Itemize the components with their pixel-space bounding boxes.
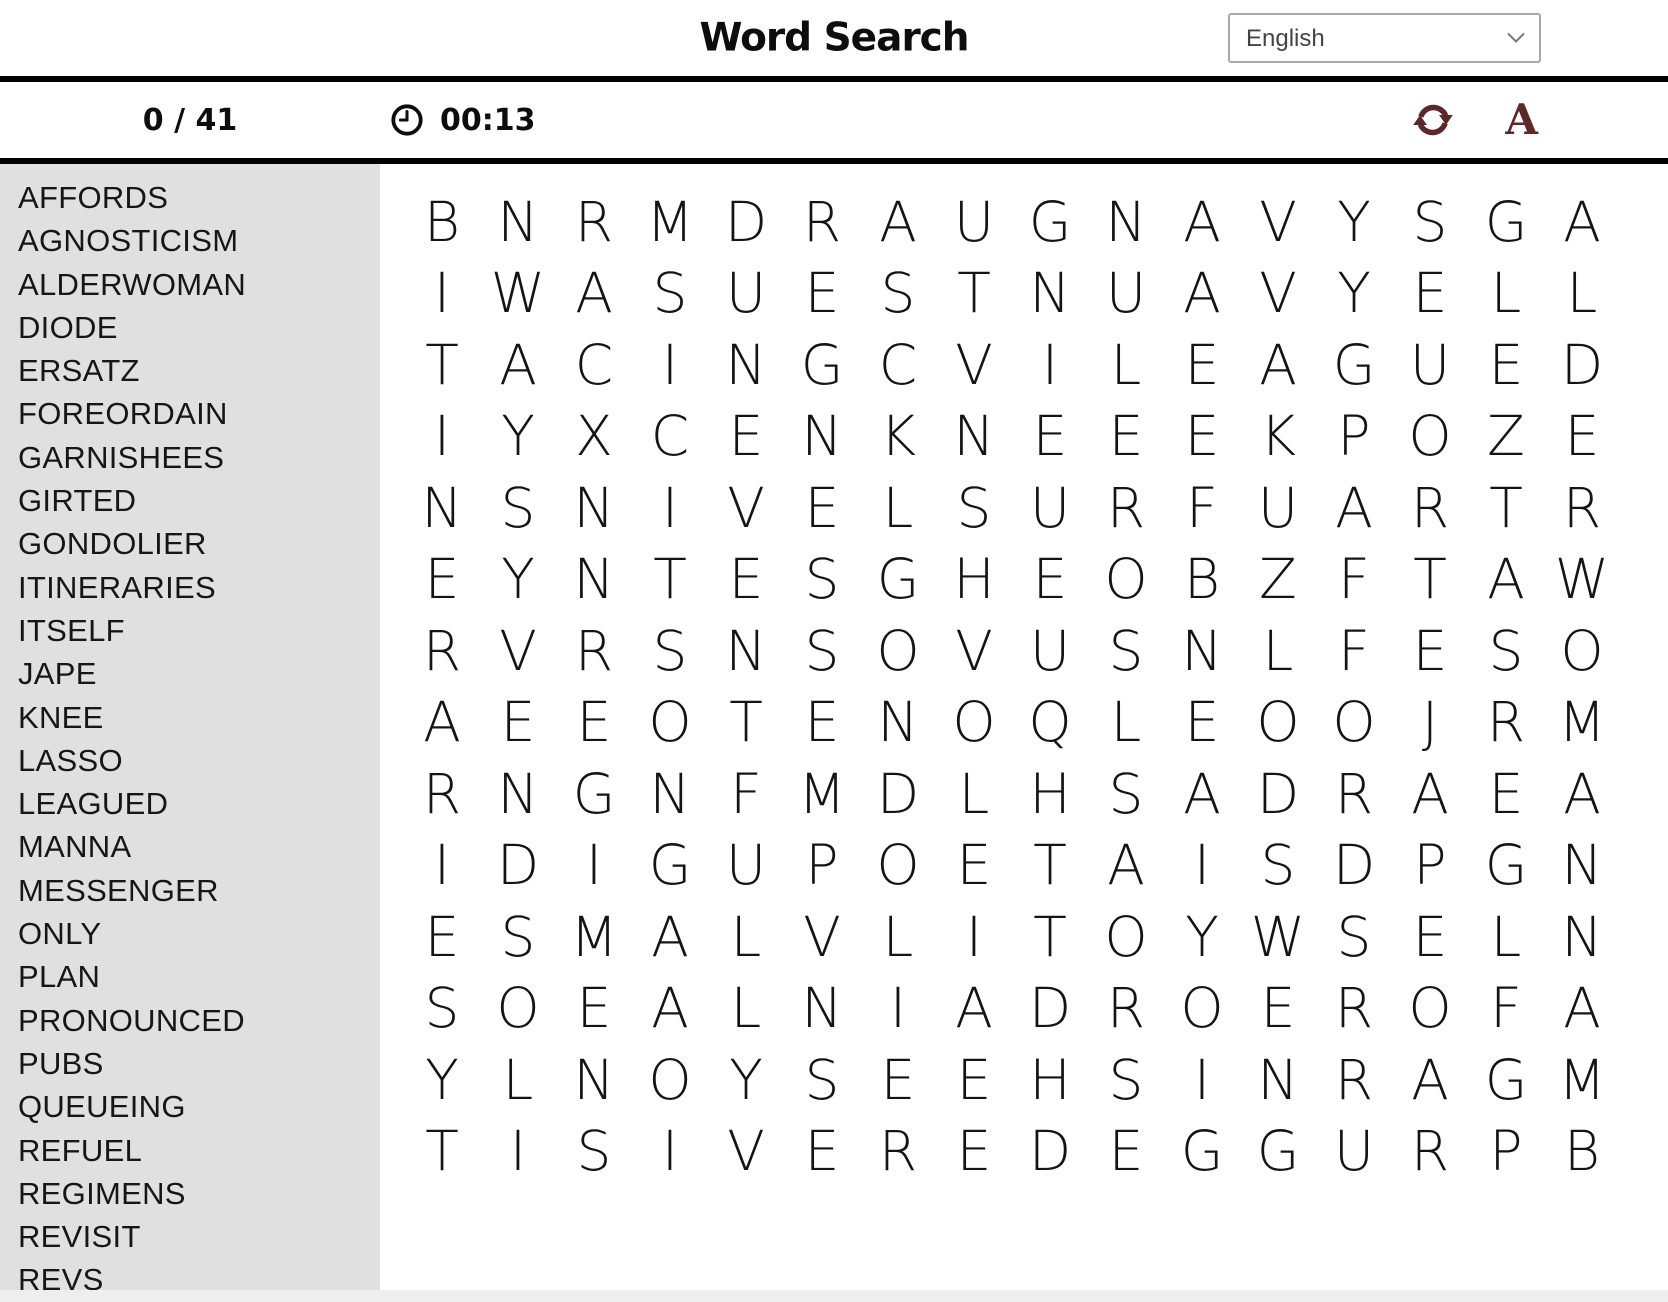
grid-cell[interactable]: R — [802, 189, 842, 254]
grid-cell[interactable]: S — [1260, 833, 1296, 898]
word-list-item: ERSATZ — [18, 353, 140, 389]
grid-cell[interactable]: E — [804, 690, 840, 755]
grid-cell[interactable]: R — [1334, 761, 1374, 826]
grid-cell[interactable]: E — [804, 475, 840, 540]
grid-cell[interactable]: D — [1256, 761, 1300, 826]
word-list-item: QUEUEING — [18, 1089, 186, 1125]
word-list-item: FOREORDAIN — [18, 396, 228, 432]
grid-cell[interactable]: F — [730, 761, 762, 826]
grid-cell[interactable]: N — [573, 547, 615, 612]
word-list-item: REFUEL — [18, 1132, 143, 1168]
grid-cell[interactable]: N — [573, 475, 615, 540]
grid-cell[interactable]: Y — [729, 1047, 763, 1112]
grid-cell[interactable]: I — [1041, 332, 1059, 397]
grid-cell[interactable]: R — [1562, 475, 1602, 540]
grid-cell[interactable]: N — [1029, 261, 1071, 326]
grid-cell[interactable]: E — [1412, 618, 1448, 683]
grid-cell[interactable]: Y — [425, 1047, 459, 1112]
grid-cell[interactable]: N — [649, 761, 691, 826]
grid-cell[interactable]: V — [499, 618, 537, 683]
grid-cell[interactable]: A — [1335, 475, 1373, 540]
grid-cell[interactable]: V — [1259, 189, 1297, 254]
grid-cell[interactable]: O — [1180, 976, 1224, 1041]
grid-cell[interactable]: G — [1332, 332, 1376, 397]
word-list-item: MESSENGER — [18, 872, 219, 908]
grid-cell[interactable]: B — [423, 189, 460, 254]
grid-cell[interactable]: Y — [501, 547, 535, 612]
grid-cell[interactable]: Q — [1028, 690, 1072, 755]
grid-cell[interactable]: A — [1183, 761, 1221, 826]
grid-cell[interactable]: V — [955, 618, 993, 683]
grid-cell[interactable]: I — [509, 1119, 527, 1184]
grid-cell[interactable]: G — [1180, 1119, 1224, 1184]
grid-cell[interactable]: F — [1338, 618, 1370, 683]
grid-cell[interactable]: F — [1338, 547, 1370, 612]
grid-cell[interactable]: S — [652, 618, 688, 683]
letter-grid — [404, 186, 1620, 1187]
grid-cell[interactable]: H — [1029, 761, 1071, 826]
grid-cell[interactable]: R — [1410, 475, 1450, 540]
word-list-item: GONDOLIER — [18, 526, 207, 562]
grid-cell[interactable]: G — [800, 332, 844, 397]
content — [0, 164, 1668, 1290]
word-list-item: JAPE — [18, 656, 97, 692]
grid-cell[interactable]: V — [1259, 261, 1297, 326]
grid-cell[interactable]: X — [575, 404, 613, 469]
found-counter: 0 / 41 — [142, 102, 238, 138]
grid-cell[interactable]: S — [576, 1119, 612, 1184]
grid-cell[interactable]: J — [1421, 690, 1439, 755]
grid-cell[interactable]: I — [889, 976, 907, 1041]
grid-cell[interactable]: L — [1566, 261, 1598, 326]
header — [0, 0, 1668, 76]
grid-cell[interactable]: T — [1413, 547, 1447, 612]
grid-cell[interactable]: N — [1561, 904, 1603, 969]
grid-cell[interactable]: N — [1561, 833, 1603, 898]
grid-cell[interactable]: A — [575, 261, 613, 326]
word-list-item: GARNISHEES — [18, 439, 225, 475]
timer-value: 00:13 — [440, 102, 536, 138]
grid-cell[interactable]: F — [1490, 976, 1522, 1041]
grid-cell[interactable]: U — [1105, 261, 1147, 326]
grid-cell[interactable]: Z — [1487, 404, 1525, 469]
grid-cell[interactable]: H — [1029, 1047, 1071, 1112]
grid-cell[interactable]: G — [1484, 833, 1528, 898]
grid-cell[interactable]: O — [1560, 618, 1604, 683]
grid-cell[interactable]: K — [1259, 404, 1297, 469]
grid-cell[interactable]: K — [879, 404, 917, 469]
page-title: Word Search — [699, 15, 969, 61]
grid-cell[interactable]: A — [1107, 833, 1145, 898]
grid-cell[interactable]: S — [804, 618, 840, 683]
word-list-item: AGNOSTICISM — [18, 223, 239, 259]
timer — [390, 82, 536, 158]
grid-cell[interactable]: U — [1257, 475, 1299, 540]
grid-cell[interactable]: U — [725, 261, 767, 326]
grid-cell[interactable]: R — [1106, 976, 1146, 1041]
grid-cell[interactable]: D — [1560, 332, 1604, 397]
grid-cell[interactable]: V — [727, 1119, 765, 1184]
grid-cell[interactable]: T — [425, 1119, 459, 1184]
grid-cell[interactable]: A — [1563, 976, 1601, 1041]
grid-cell[interactable]: I — [585, 833, 603, 898]
letter-a-icon: A — [1505, 95, 1538, 144]
grid-cell[interactable]: N — [801, 404, 843, 469]
grid-cell[interactable]: P — [805, 833, 839, 898]
grid-cell[interactable]: S — [500, 904, 536, 969]
grid-cell[interactable]: W — [1554, 547, 1610, 612]
grid-cell[interactable]: C — [650, 404, 690, 469]
grid-cell[interactable]: Z — [1259, 547, 1297, 612]
grid-cell[interactable]: U — [1029, 618, 1071, 683]
grid-cell[interactable]: S — [1108, 618, 1144, 683]
grid-cell[interactable]: A — [1183, 261, 1221, 326]
grid-pane — [380, 164, 1668, 1290]
grid-cell[interactable]: I — [433, 261, 451, 326]
grid-cell[interactable]: D — [1028, 976, 1072, 1041]
grid-cell[interactable]: Y — [501, 404, 535, 469]
grid-cell[interactable]: Y — [1337, 189, 1371, 254]
grid-cell[interactable]: O — [1408, 404, 1452, 469]
grid-cell[interactable]: N — [1181, 618, 1223, 683]
grid-cell[interactable]: N — [725, 618, 767, 683]
grid-cell[interactable]: R — [422, 618, 462, 683]
grid-cell[interactable]: U — [953, 189, 995, 254]
grid-cell[interactable]: E — [1412, 904, 1448, 969]
word-list-item: GIRTED — [18, 483, 137, 519]
grid-cell[interactable]: C — [574, 332, 614, 397]
grid-cell[interactable]: V — [803, 904, 841, 969]
grid-cell[interactable]: M — [1558, 690, 1606, 755]
grid-cell[interactable]: R — [1334, 1047, 1374, 1112]
grid-cell[interactable]: N — [573, 1047, 615, 1112]
grid-cell[interactable]: H — [953, 547, 995, 612]
grid-cell[interactable]: R — [1410, 1119, 1450, 1184]
grid-cell[interactable]: E — [728, 404, 764, 469]
grid-cell[interactable]: D — [496, 833, 540, 898]
word-list-item: ONLY — [18, 916, 102, 952]
grid-cell[interactable]: S — [424, 976, 460, 1041]
grid-cell[interactable]: L — [882, 904, 914, 969]
grid-cell[interactable]: L — [502, 1047, 534, 1112]
word-list-item: DIODE — [18, 309, 118, 345]
grid-cell[interactable]: O — [496, 976, 540, 1041]
grid-cell[interactable]: A — [1259, 332, 1297, 397]
grid-cell[interactable]: E — [1412, 261, 1448, 326]
grid-cell[interactable]: A — [955, 976, 993, 1041]
grid-cell[interactable]: E — [1032, 547, 1068, 612]
grid-cell[interactable]: E — [1108, 1119, 1144, 1184]
grid-cell[interactable]: L — [730, 976, 762, 1041]
grid-cell[interactable]: N — [497, 189, 539, 254]
grid-cell[interactable]: A — [1563, 761, 1601, 826]
grid-cell[interactable]: S — [1488, 618, 1524, 683]
refresh-button[interactable] — [1411, 98, 1455, 142]
word-list-item: LASSO — [18, 742, 123, 778]
word-list-item: REGIMENS — [18, 1175, 186, 1211]
grid-cell[interactable]: O — [648, 1047, 692, 1112]
grid-cell[interactable]: L — [882, 475, 914, 540]
grid-cell[interactable]: T — [1033, 833, 1067, 898]
grid-cell[interactable]: L — [730, 904, 762, 969]
grid-cell[interactable]: S — [1108, 1047, 1144, 1112]
grid-cell[interactable]: T — [729, 690, 763, 755]
grid-cell[interactable]: I — [1193, 833, 1211, 898]
word-list-item: AFFORDS — [18, 180, 169, 215]
grid-cell[interactable]: S — [652, 261, 688, 326]
grid-cell[interactable]: T — [957, 261, 991, 326]
grid-cell[interactable]: S — [1108, 761, 1144, 826]
grid-cell[interactable]: A — [1563, 189, 1601, 254]
grid-cell[interactable]: G — [1484, 1047, 1528, 1112]
grid-cell[interactable]: S — [956, 475, 992, 540]
grid-cell[interactable]: N — [1105, 189, 1147, 254]
grid-cell[interactable]: E — [956, 1047, 992, 1112]
page-bottom-strip — [0, 1290, 1668, 1302]
grid-cell[interactable]: E — [804, 261, 840, 326]
grid-cell[interactable]: E — [1032, 404, 1068, 469]
grid-cell[interactable]: D — [1028, 1119, 1072, 1184]
grid-cell[interactable]: N — [1257, 1047, 1299, 1112]
grid-cell[interactable]: L — [1490, 261, 1522, 326]
grid-cell[interactable]: N — [725, 332, 767, 397]
word-list-item: MANNA — [18, 829, 132, 865]
grid-cell[interactable]: G — [1256, 1119, 1300, 1184]
grid-cell[interactable]: U — [725, 833, 767, 898]
grid-cell[interactable]: D — [1332, 833, 1376, 898]
word-list-item: REVS — [18, 1262, 104, 1290]
grid-cell[interactable]: E — [880, 1047, 916, 1112]
grid-cell[interactable]: O — [1256, 690, 1300, 755]
grid-cell[interactable]: O — [876, 618, 920, 683]
grid-cell[interactable]: S — [804, 547, 840, 612]
refresh-icon — [1411, 98, 1455, 142]
grid-cell[interactable]: B — [1183, 547, 1220, 612]
grid-cell[interactable]: L — [1110, 690, 1142, 755]
grid-cell[interactable]: E — [576, 690, 612, 755]
grid-cell[interactable]: I — [661, 1119, 679, 1184]
grid-cell[interactable]: A — [879, 189, 917, 254]
grid-cell[interactable]: P — [1413, 833, 1447, 898]
grid-cell[interactable]: U — [1029, 475, 1071, 540]
grid-cell[interactable]: N — [953, 404, 995, 469]
grid-cell[interactable]: E — [728, 547, 764, 612]
grid-cell[interactable]: I — [661, 332, 679, 397]
grid-cell[interactable]: P — [1337, 404, 1371, 469]
grid-cell[interactable]: E — [1184, 404, 1220, 469]
grid-cell[interactable]: R — [574, 189, 614, 254]
word-list-item: LEAGUED — [18, 786, 169, 822]
word-list-item: ITSELF — [18, 612, 125, 648]
grid-cell[interactable]: D — [724, 189, 768, 254]
grid-cell[interactable]: T — [425, 332, 459, 397]
grid-cell[interactable]: E — [1488, 761, 1524, 826]
language-selector-wrap — [1228, 13, 1541, 63]
grid-cell[interactable]: E — [1184, 332, 1220, 397]
word-list-item: REVISIT — [18, 1219, 141, 1255]
grid-cell[interactable]: N — [801, 976, 843, 1041]
grid-cell[interactable]: E — [956, 1119, 992, 1184]
grid-cell[interactable]: E — [424, 547, 460, 612]
grid-cell[interactable]: I — [965, 904, 983, 969]
grid-cell[interactable]: V — [727, 475, 765, 540]
grid-cell[interactable]: G — [1028, 189, 1072, 254]
grid-cell[interactable]: E — [804, 1119, 840, 1184]
grid-cell[interactable]: O — [648, 690, 692, 755]
grid-cell[interactable]: I — [433, 833, 451, 898]
grid-cell[interactable]: P — [1489, 1119, 1523, 1184]
grid-cell[interactable]: M — [1558, 1047, 1606, 1112]
font-size-button[interactable] — [1505, 95, 1538, 144]
grid-cell[interactable]: B — [1563, 1119, 1600, 1184]
grid-cell[interactable]: E — [500, 690, 536, 755]
grid-cell[interactable]: A — [651, 904, 689, 969]
grid-cell[interactable]: N — [421, 475, 463, 540]
grid-cell[interactable]: W — [1250, 904, 1306, 969]
grid-cell[interactable]: O — [876, 833, 920, 898]
grid-cell[interactable]: E — [1488, 332, 1524, 397]
word-list-item: PRONOUNCED — [18, 1002, 245, 1038]
word-list-item: KNEE — [18, 699, 104, 735]
grid-cell[interactable]: L — [1262, 618, 1294, 683]
grid-cell[interactable]: R — [1334, 976, 1374, 1041]
grid-cell[interactable]: R — [1486, 690, 1526, 755]
grid-cell[interactable]: M — [646, 189, 694, 254]
grid-cell[interactable]: U — [1409, 332, 1451, 397]
grid-cell[interactable]: T — [653, 547, 687, 612]
grid-cell[interactable]: O — [1104, 904, 1148, 969]
grid-cell[interactable]: E — [1184, 690, 1220, 755]
word-list — [0, 164, 380, 1290]
grid-cell[interactable]: T — [1033, 904, 1067, 969]
grid-cell[interactable]: E — [1108, 404, 1144, 469]
grid-cell[interactable]: E — [576, 976, 612, 1041]
grid-cell[interactable]: G — [572, 761, 616, 826]
grid-cell[interactable]: A — [1411, 761, 1449, 826]
grid-cell[interactable]: T — [1489, 475, 1523, 540]
grid-cell[interactable]: G — [876, 547, 920, 612]
grid-cell[interactable]: S — [500, 475, 536, 540]
grid-cell[interactable]: E — [424, 904, 460, 969]
grid-cell[interactable]: S — [880, 261, 916, 326]
grid-cell[interactable]: N — [877, 690, 919, 755]
grid-cell[interactable]: N — [497, 761, 539, 826]
grid-cell[interactable]: A — [1183, 189, 1221, 254]
grid-cell[interactable]: A — [423, 690, 461, 755]
toolbar — [0, 82, 1668, 158]
grid-cell[interactable]: D — [876, 761, 920, 826]
toolbar-actions — [1411, 82, 1538, 158]
grid-cell[interactable]: S — [804, 1047, 840, 1112]
grid-cell[interactable]: S — [1336, 904, 1372, 969]
grid-cell[interactable]: O — [952, 690, 996, 755]
grid-cell[interactable]: W — [490, 261, 546, 326]
word-list-item: ITINERARIES — [18, 569, 216, 605]
grid-cell[interactable]: E — [1260, 976, 1296, 1041]
grid-cell[interactable]: R — [1106, 475, 1146, 540]
grid-cell[interactable]: A — [1487, 547, 1525, 612]
grid-cell[interactable]: I — [1193, 1047, 1211, 1112]
grid-cell[interactable]: M — [570, 904, 618, 969]
grid-cell[interactable]: S — [1412, 189, 1448, 254]
grid-cell[interactable]: A — [499, 332, 537, 397]
word-list-item: PUBS — [18, 1045, 104, 1081]
grid-cell[interactable]: R — [574, 618, 614, 683]
word-list-item: PLAN — [18, 959, 101, 995]
grid-cell[interactable]: I — [433, 404, 451, 469]
grid-cell[interactable]: O — [1408, 976, 1452, 1041]
grid-cell[interactable]: V — [955, 332, 993, 397]
grid-cell[interactable]: C — [878, 332, 918, 397]
grid-cell[interactable]: F — [1186, 475, 1218, 540]
grid-cell[interactable]: U — [1333, 1119, 1375, 1184]
grid-cell[interactable]: A — [1411, 1047, 1449, 1112]
grid-cell[interactable]: I — [661, 475, 679, 540]
grid-cell[interactable]: G — [648, 833, 692, 898]
grid-cell[interactable]: M — [798, 761, 846, 826]
grid-cell[interactable]: E — [956, 833, 992, 898]
word-list-item: ALDERWOMAN — [18, 266, 247, 302]
grid-cell[interactable]: G — [1484, 189, 1528, 254]
grid-cell[interactable]: L — [958, 761, 990, 826]
grid-cell[interactable]: R — [878, 1119, 918, 1184]
grid-cell[interactable]: Y — [1337, 261, 1371, 326]
grid-cell[interactable]: E — [1564, 404, 1600, 469]
clock-icon — [390, 103, 424, 137]
grid-cell[interactable]: Y — [1185, 904, 1219, 969]
grid-cell[interactable]: O — [1104, 547, 1148, 612]
grid-cell[interactable]: R — [422, 761, 462, 826]
language-select[interactable] — [1228, 13, 1541, 63]
grid-cell[interactable]: L — [1110, 332, 1142, 397]
grid-cell[interactable]: O — [1332, 690, 1376, 755]
grid-cell[interactable]: A — [651, 976, 689, 1041]
grid-cell[interactable]: L — [1490, 904, 1522, 969]
